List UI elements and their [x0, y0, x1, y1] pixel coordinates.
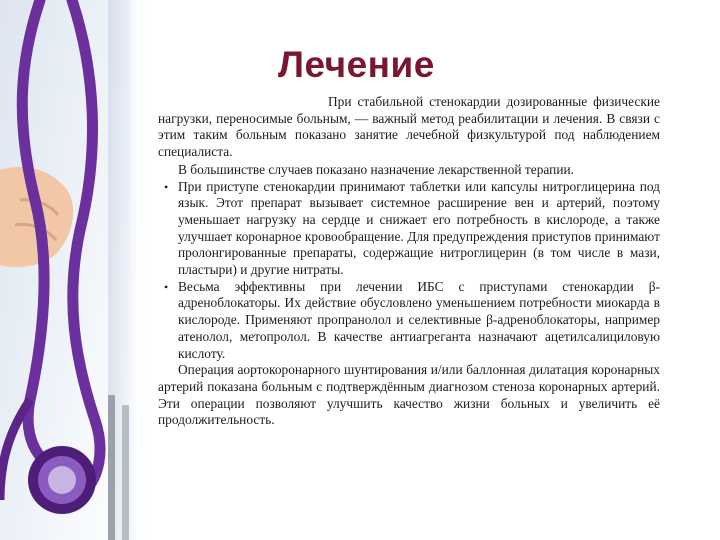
intro-paragraph: При стабильной стенокардии дозированные физические нагрузки, переносимые больным, — важный метод реабилитации и лечения. В связи с этим таким больным показано занятие лечебной физкультурой под наблюдением специалиста.: [158, 94, 660, 160]
list-item-text: Весьма эффективны при лечении ИБС с приступами стенокардии β-адреноблокаторы. Их действие обусловлено уменьшением потребности миокарда в кислороде. Применяют пропранолол и селективные β-адреноблокаторы, например атенолол, метопролол. В качестве антиагреганта назначают ацетилсалициловую кислоту.: [178, 278, 660, 361]
surgery-paragraph: Операция аортокоронарного шунтирования и/или баллонная дилатация коронарных артерий показана больным с подтверждённым диагнозом стеноза коронарных артерий. Эти операции позволяют улучшить качество жизни больных и увеличить её продолжительность.: [158, 362, 660, 428]
stethoscope-tube: [0, 400, 30, 500]
slide-body: [158, 94, 660, 429]
list-item: [158, 179, 660, 279]
list-item: [158, 279, 660, 363]
stethoscope-icon: [0, 0, 150, 540]
stethoscope-photo: [0, 0, 150, 540]
stethoscope-tube: [72, 0, 100, 495]
slide-title: Лечение: [278, 44, 435, 85]
bullet-icon: •: [164, 279, 169, 294]
drug-therapy-paragraph: В большинстве случаев показано назначение лекарственной терапии.: [178, 161, 575, 177]
metal-tube: [108, 395, 115, 540]
metal-tube: [122, 405, 129, 540]
chest-piece-diaphragm: [48, 466, 76, 494]
bullet-icon: •: [164, 179, 169, 194]
treatment-list: [158, 179, 660, 363]
list-item-text: При приступе стенокардии принимают таблетки или капсулы нитроглицерина под язык. Этот препарат вызывает системное расширение вен и артерий, поэтому уменьшает нагрузку на сердце и снижает его потребность в кислороде, а также улучшает коронарное кровообращение. Для предупреждения приступов принимают пролонгированные препараты, содержащие нитроглицерин (в том числе в мази, пластыри) и другие нитраты.: [178, 178, 660, 278]
